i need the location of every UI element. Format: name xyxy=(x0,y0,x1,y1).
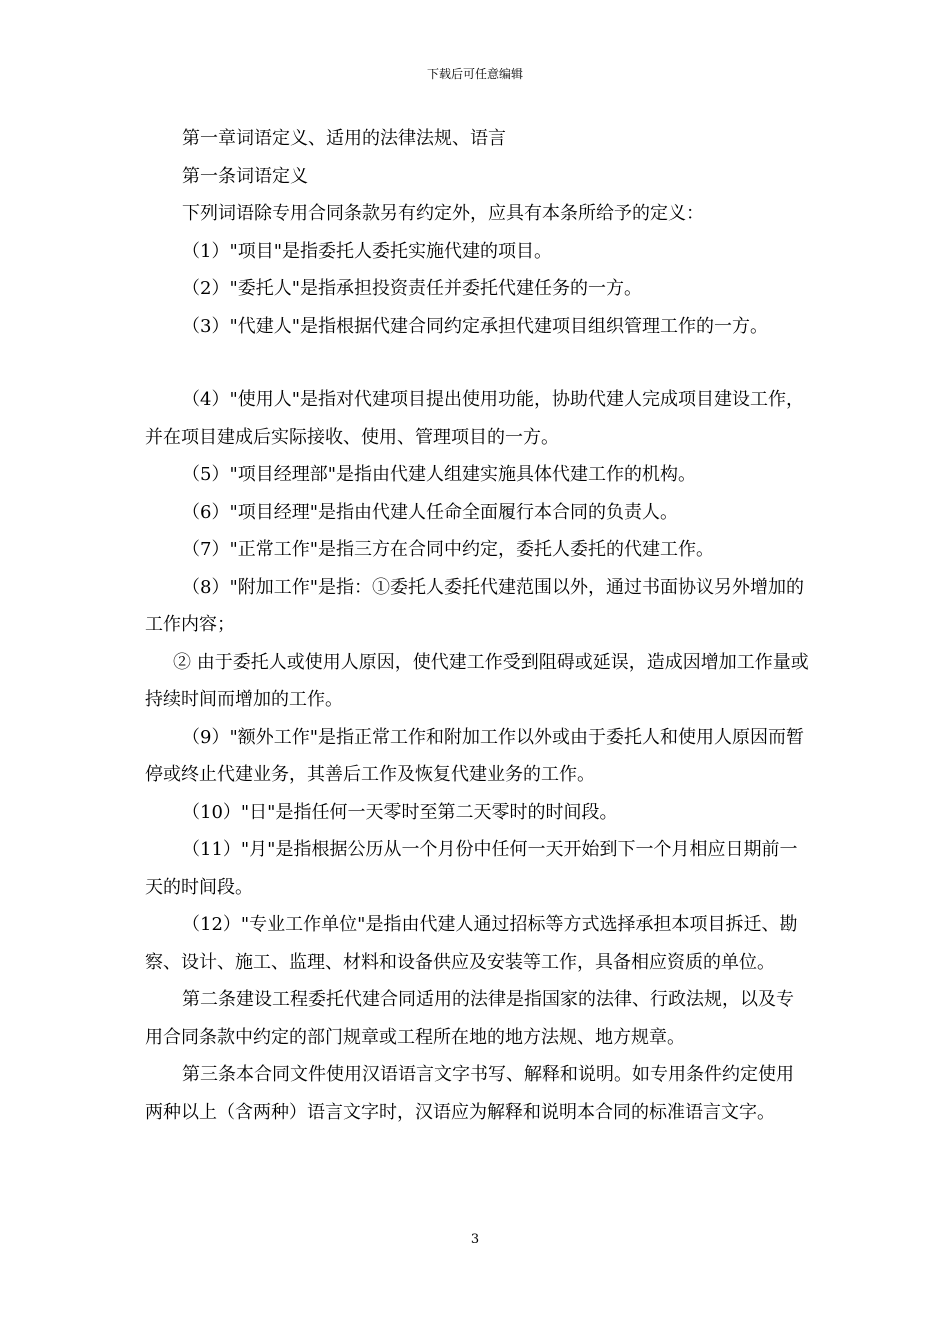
definition-2: （2）"委托人"是指承担投资责任并委托代建任务的一方。 xyxy=(182,278,643,299)
page-number: 3 xyxy=(470,1232,480,1247)
definition-5: （5）"项目经理部"是指由代建人组建实施具体代建工作的机构。 xyxy=(182,464,697,485)
definition-12: （12）"专业工作单位"是指由代建人通过招标等方式选择承担本项目拆迁、勘察、设计、施工、监理、材料和设备供应及安装等工作，具备相应资质的单位。 xyxy=(145,914,798,973)
definitions-intro: 下列词语除专用合同条款另有约定外，应具有本条所给予的定义： xyxy=(182,203,704,224)
article-1-title: 第一条词语定义 xyxy=(182,165,308,187)
definition-7: （7）"正常工作"是指三方在合同中约定，委托人委托的代建工作。 xyxy=(182,539,715,560)
definition-8: （8）"附加工作"是指：①委托人委托代建范围以外，通过书面协议另外增加的工作内容； xyxy=(145,576,805,635)
definition-10: （10）"日"是指任何一天零时至第二天零时的时间段。 xyxy=(182,801,618,823)
definition-6: （6）"项目经理"是指由代建人任命全面履行本合同的负责人。 xyxy=(182,501,679,523)
page-header: 下载后可任意编辑 xyxy=(426,67,523,81)
chapter-title: 第一章词语定义、适用的法律法规、语言 xyxy=(182,128,506,149)
article-3: 第三条本合同文件使用汉语语言文字书写、解释和说明。如专用条件约定使用两种以上（含两种）语言文字时，汉语应为解释和说明本合同的标准语言文字。 xyxy=(145,1064,794,1123)
definition-3: （3）"代建人"是指根据代建合同约定承担代建项目组织管理工作的一方。 xyxy=(182,315,769,337)
article-2: 第二条建设工程委托代建合同适用的法律是指国家的法律、行政法规，以及专用合同条款中约定的部门规章或工程所在地的地方法规、地方规章。 xyxy=(145,989,794,1048)
definition-9: （9）"额外工作"是指正常工作和附加工作以外或由于委托人和使用人原因而暂停或终止代建业务，其善后工作及恢复代建业务的工作。 xyxy=(145,726,805,785)
definition-11: （11）"月"是指根据公历从一个月份中任何一天开始到下一个月相应日期前一天的时间段。 xyxy=(145,839,798,898)
document-body xyxy=(145,120,810,1131)
definition-1: （1）"项目"是指委托人委托实施代建的项目。 xyxy=(182,240,553,262)
definition-4: （4）"使用人"是指对代建项目提出使用功能，协助代建人完成项目建设工作，并在项目建成后实际接收、使用、管理项目的一方。 xyxy=(145,389,805,448)
definition-8-item-2: ② 由于委托人或使用人原因，使代建工作受到阻碍或延误，造成因增加工作量或持续时间而增加的工作。 xyxy=(145,651,809,710)
